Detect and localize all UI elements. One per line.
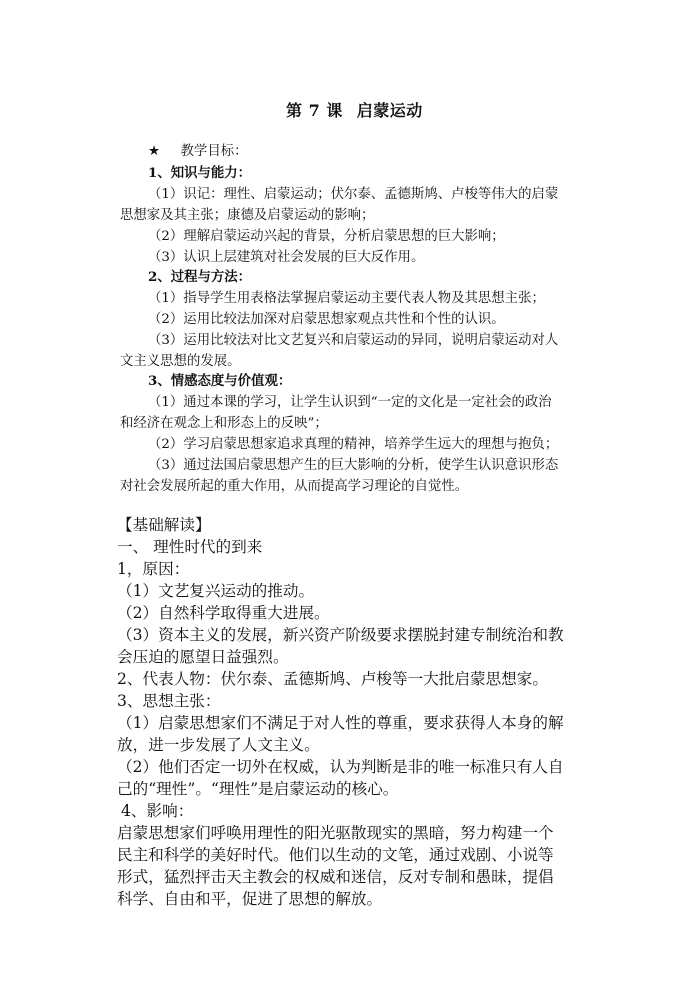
idea-2-line1: （2）他们否定一切外在权威，认为判断是非的唯一标准只有人自 [117, 758, 564, 776]
section2-item3-line2: 文主义思想的发展。 [120, 354, 241, 369]
section3-item1-line2: 和经济在观念上和形态上的反映”； [120, 416, 328, 431]
representatives: 2、代表人物：伏尔泰、孟德斯鸠、卢梭等一大批启蒙思想家。 [117, 670, 548, 688]
section3-item2: （2）学习启蒙思想家追求真理的精神，培养学生远大的理想与抱负； [148, 437, 559, 452]
cause-3-line1: （3）资本主义的发展，新兴资产阶级要求摆脱封建专制统治和教 [117, 626, 564, 644]
section2-item2: （2）运用比较法加深对启蒙思想家观点共性和个性的认识。 [148, 312, 505, 327]
star-icon: ★ [148, 144, 161, 159]
basics-heading: 【基础解读】 [117, 516, 211, 534]
section1-title: 1、知识与能力： [148, 165, 252, 181]
section3-item3-line1: （3）通过法国启蒙思想产生的巨大影响的分析，使学生认识意识形态 [148, 458, 559, 473]
section1-item1-line2: 思想家及其主张；康德及启蒙运动的影响； [120, 208, 375, 223]
cause-title: 1，原因： [117, 560, 190, 578]
idea-1-line1: （1）启蒙思想家们不满足于对人性的尊重，要求获得人本身的解 [117, 714, 564, 732]
impact-line4: 科学、自由和平，促进了思想的解放。 [117, 890, 383, 908]
lesson-title [286, 98, 423, 121]
section2-item3-line1: （3）运用比较法对比文艺复兴和启蒙运动的异同，说明启蒙运动对人 [148, 333, 559, 348]
idea-1-line2: 放，进一步发展了人文主义。 [117, 736, 320, 754]
idea-2-line2: 己的“理性”。“理性”是启蒙运动的核心。 [117, 780, 399, 798]
section1-item1-line1: （1）识记：理性、启蒙运动；伏尔泰、孟德斯鸠、卢梭等伟大的启蒙 [148, 187, 559, 202]
section3-item1-line1: （1）通过本课的学习，让学生认识到“一定的文化是一定社会的政治 [148, 395, 552, 410]
lesson-name: 启蒙运动 [356, 101, 423, 120]
ideas-title: 3、思想主张： [117, 692, 221, 710]
lesson-number: 第 7 课 [286, 101, 343, 120]
impact-title: 4、影响： [121, 802, 194, 820]
section2-title: 2、过程与方法： [148, 269, 252, 285]
cause-2: （2）自然科学取得重大进展。 [117, 604, 330, 622]
part1-heading: 一、 理性时代的到来 [117, 538, 263, 556]
impact-line1: 启蒙思想家们呼唤用理性的阳光驱散现实的黑暗，努力构建一个 [117, 824, 554, 842]
section3-title: 3、情感态度与价值观： [148, 373, 292, 389]
objectives-heading [148, 140, 248, 159]
section3-item3-line2: 对社会发展所起的重大作用，从而提高学习理论的自觉性。 [120, 479, 469, 494]
cause-1: （1）文艺复兴运动的推动。 [117, 582, 315, 600]
section1-item3: （3）认识上层建筑对社会发展的巨大反作用。 [148, 250, 425, 265]
section1-item2: （2）理解启蒙运动兴起的背景，分析启蒙思想的巨大影响； [148, 229, 505, 244]
impact-line3: 形式，猛烈抨击天主教会的权威和迷信，反对专制和愚昧，提倡 [117, 868, 554, 886]
objectives-heading-text: 教学目标： [180, 144, 248, 159]
section2-item1: （1）指导学生用表格法掌握启蒙运动主要代表人物及其思想主张； [148, 291, 545, 306]
impact-line2: 民主和科学的美好时代。他们以生动的文笔，通过戏剧、小说等 [117, 846, 554, 864]
cause-3-line2: 会压迫的愿望日益强烈。 [117, 648, 289, 666]
